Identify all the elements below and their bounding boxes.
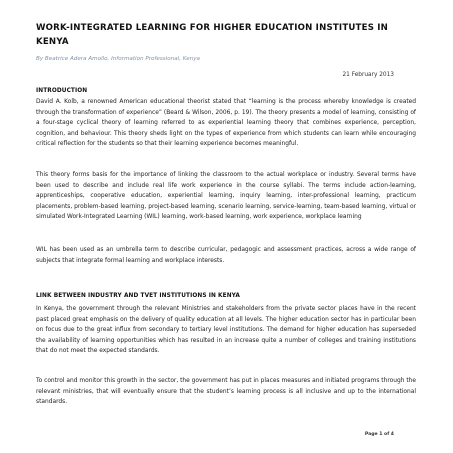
industry-paragraph-1: In Kenya, the government through the relevant Ministries and stakeholders from the private sector places have in the recent past placed great emphasis on the delivery of quality education at all levels. The higher education sector has in particular been on focus due to the great influx from secondary to tertiary level institutions. The demand for higher education has superseded the availability of learning opportunities which has resulted in an increase quite a number of colleges and training institutions that do not meet the expected standards. [36, 306, 416, 354]
author-byline: By Beatrice Adera Amollo, Information Professional, Kenya [36, 56, 200, 62]
section-heading-introduction: INTRODUCTION [36, 88, 88, 94]
intro-paragraph-2: This theory forms basis for the importance of linking the classroom to the actual workplace or industry. Several terms have been used to describe and include real life work experience in the course syllabi. The terms include action-learning, apprenticeships, cooperative education, experiential learning, inquiry learning, inter-professional learning, practicum placements, problem-based learning, project-based learning, scenario learning, service-learning, team-based learning, virtual or simulated Work-Integrated Learning (WIL) learning, work-based learning, work experience, workplace learning [36, 172, 416, 220]
document-date: 21 February 2013 [342, 72, 394, 78]
industry-paragraph-2: To control and monitor this growth in the sector, the government has put in places measures and initiated programs through the relevant ministries, that will eventually ensure that the student’s learning process is all inclusive and up to the international standards. [36, 378, 416, 405]
document-title: WORK-INTEGRATED LEARNING FOR HIGHER EDUCATION INSTITUTES IN KENYA [36, 23, 389, 47]
intro-paragraph-1: David A. Kolb, a renowned American educational theorist stated that “learning is the process whereby knowledge is created through the transformation of experience” (Beard & Wilson, 2006, p. 19). The theory presents a model of learning, consisting of a four-stage cyclical theory of learning referred to as experiential learning theory that combines experience, perception, cognition, and behaviour. This theory sheds light on the types of experience from which students can learn while encouraging critical reflection for the students so that their learning experience becomes meaningful. [36, 99, 416, 147]
section-heading-industry-link: LINK BETWEEN INDUSTRY AND TVET INSTITUTIONS IN KENYA [36, 293, 240, 299]
page-number: Page 1 of 4 [364, 432, 394, 437]
intro-paragraph-3: WIL has been used as an umbrella term to describe curricular, pedagogic and assessment practices, across a wide range of subjects that integrate formal learning and workplace interests. [36, 247, 416, 264]
